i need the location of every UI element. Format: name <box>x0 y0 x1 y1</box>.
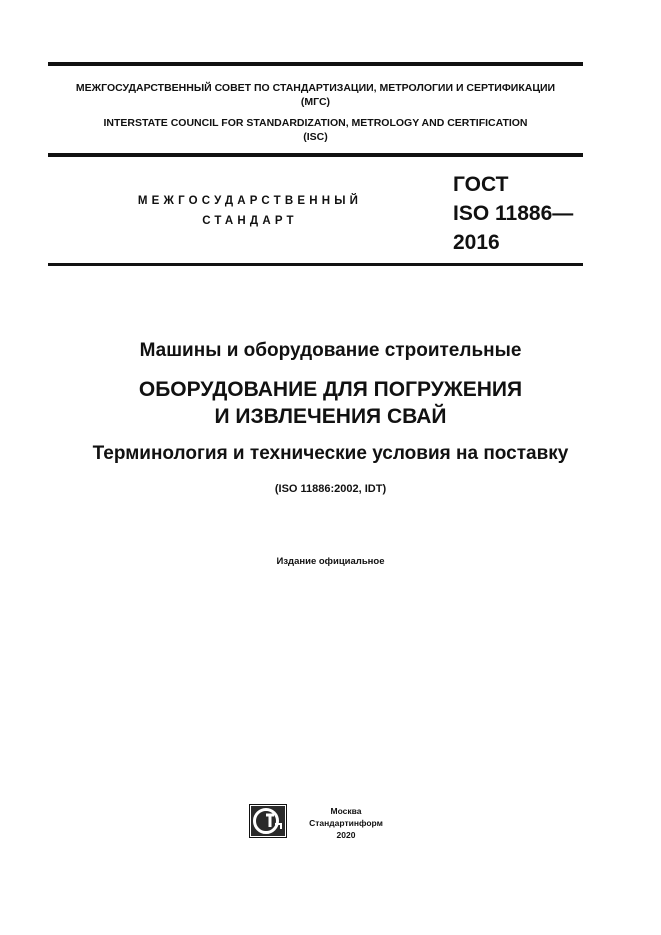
edition-label: Издание официальное <box>276 556 385 567</box>
standard-code <box>453 170 573 257</box>
publisher-imprint <box>296 805 396 841</box>
title-reference: (ISO 11886:2002, IDT) <box>274 483 387 495</box>
title-main-line1: ОБОРУДОВАНИЕ ДЛЯ ПОГРУЖЕНИЯ <box>138 378 523 401</box>
standard-type-line2: СТАНДАРТ <box>202 215 298 227</box>
publisher-city: Москва <box>330 806 362 816</box>
standard-rule <box>48 263 583 266</box>
publisher-year: 2020 <box>336 830 356 840</box>
council-ru-name: МЕЖГОСУДАРСТВЕННЫЙ СОВЕТ ПО СТАНДАРТИЗАЦИИ, МЕТРОЛОГИИ И СЕРТИФИКАЦИИ <box>75 82 556 94</box>
title-main-line2: И ИЗВЛЕЧЕНИЯ СВАЙ <box>214 405 447 428</box>
standartinform-logo-icon <box>249 804 287 838</box>
publisher-name: Стандартинформ <box>309 818 383 828</box>
title-category: Машины и оборудование строительные <box>139 340 522 361</box>
standard-code-line1: ГОСТ <box>453 173 509 196</box>
standard-code-line2: ISO 11886— <box>453 202 574 225</box>
standard-type-line1: МЕЖГОСУДАРСТВЕННЫЙ <box>137 195 363 207</box>
council-en-name: INTERSTATE COUNCIL FOR STANDARDIZATION, METROLOGY AND CERTIFICATION <box>103 117 528 129</box>
header-rule <box>48 153 583 157</box>
council-en-abbr: (ISC) <box>303 131 328 143</box>
top-rule <box>48 62 583 66</box>
council-ru-abbr: (МГС) <box>300 96 331 108</box>
title-subtitle: Терминология и технические условия на поставку <box>92 443 569 464</box>
standard-code-line3: 2016 <box>453 231 500 254</box>
